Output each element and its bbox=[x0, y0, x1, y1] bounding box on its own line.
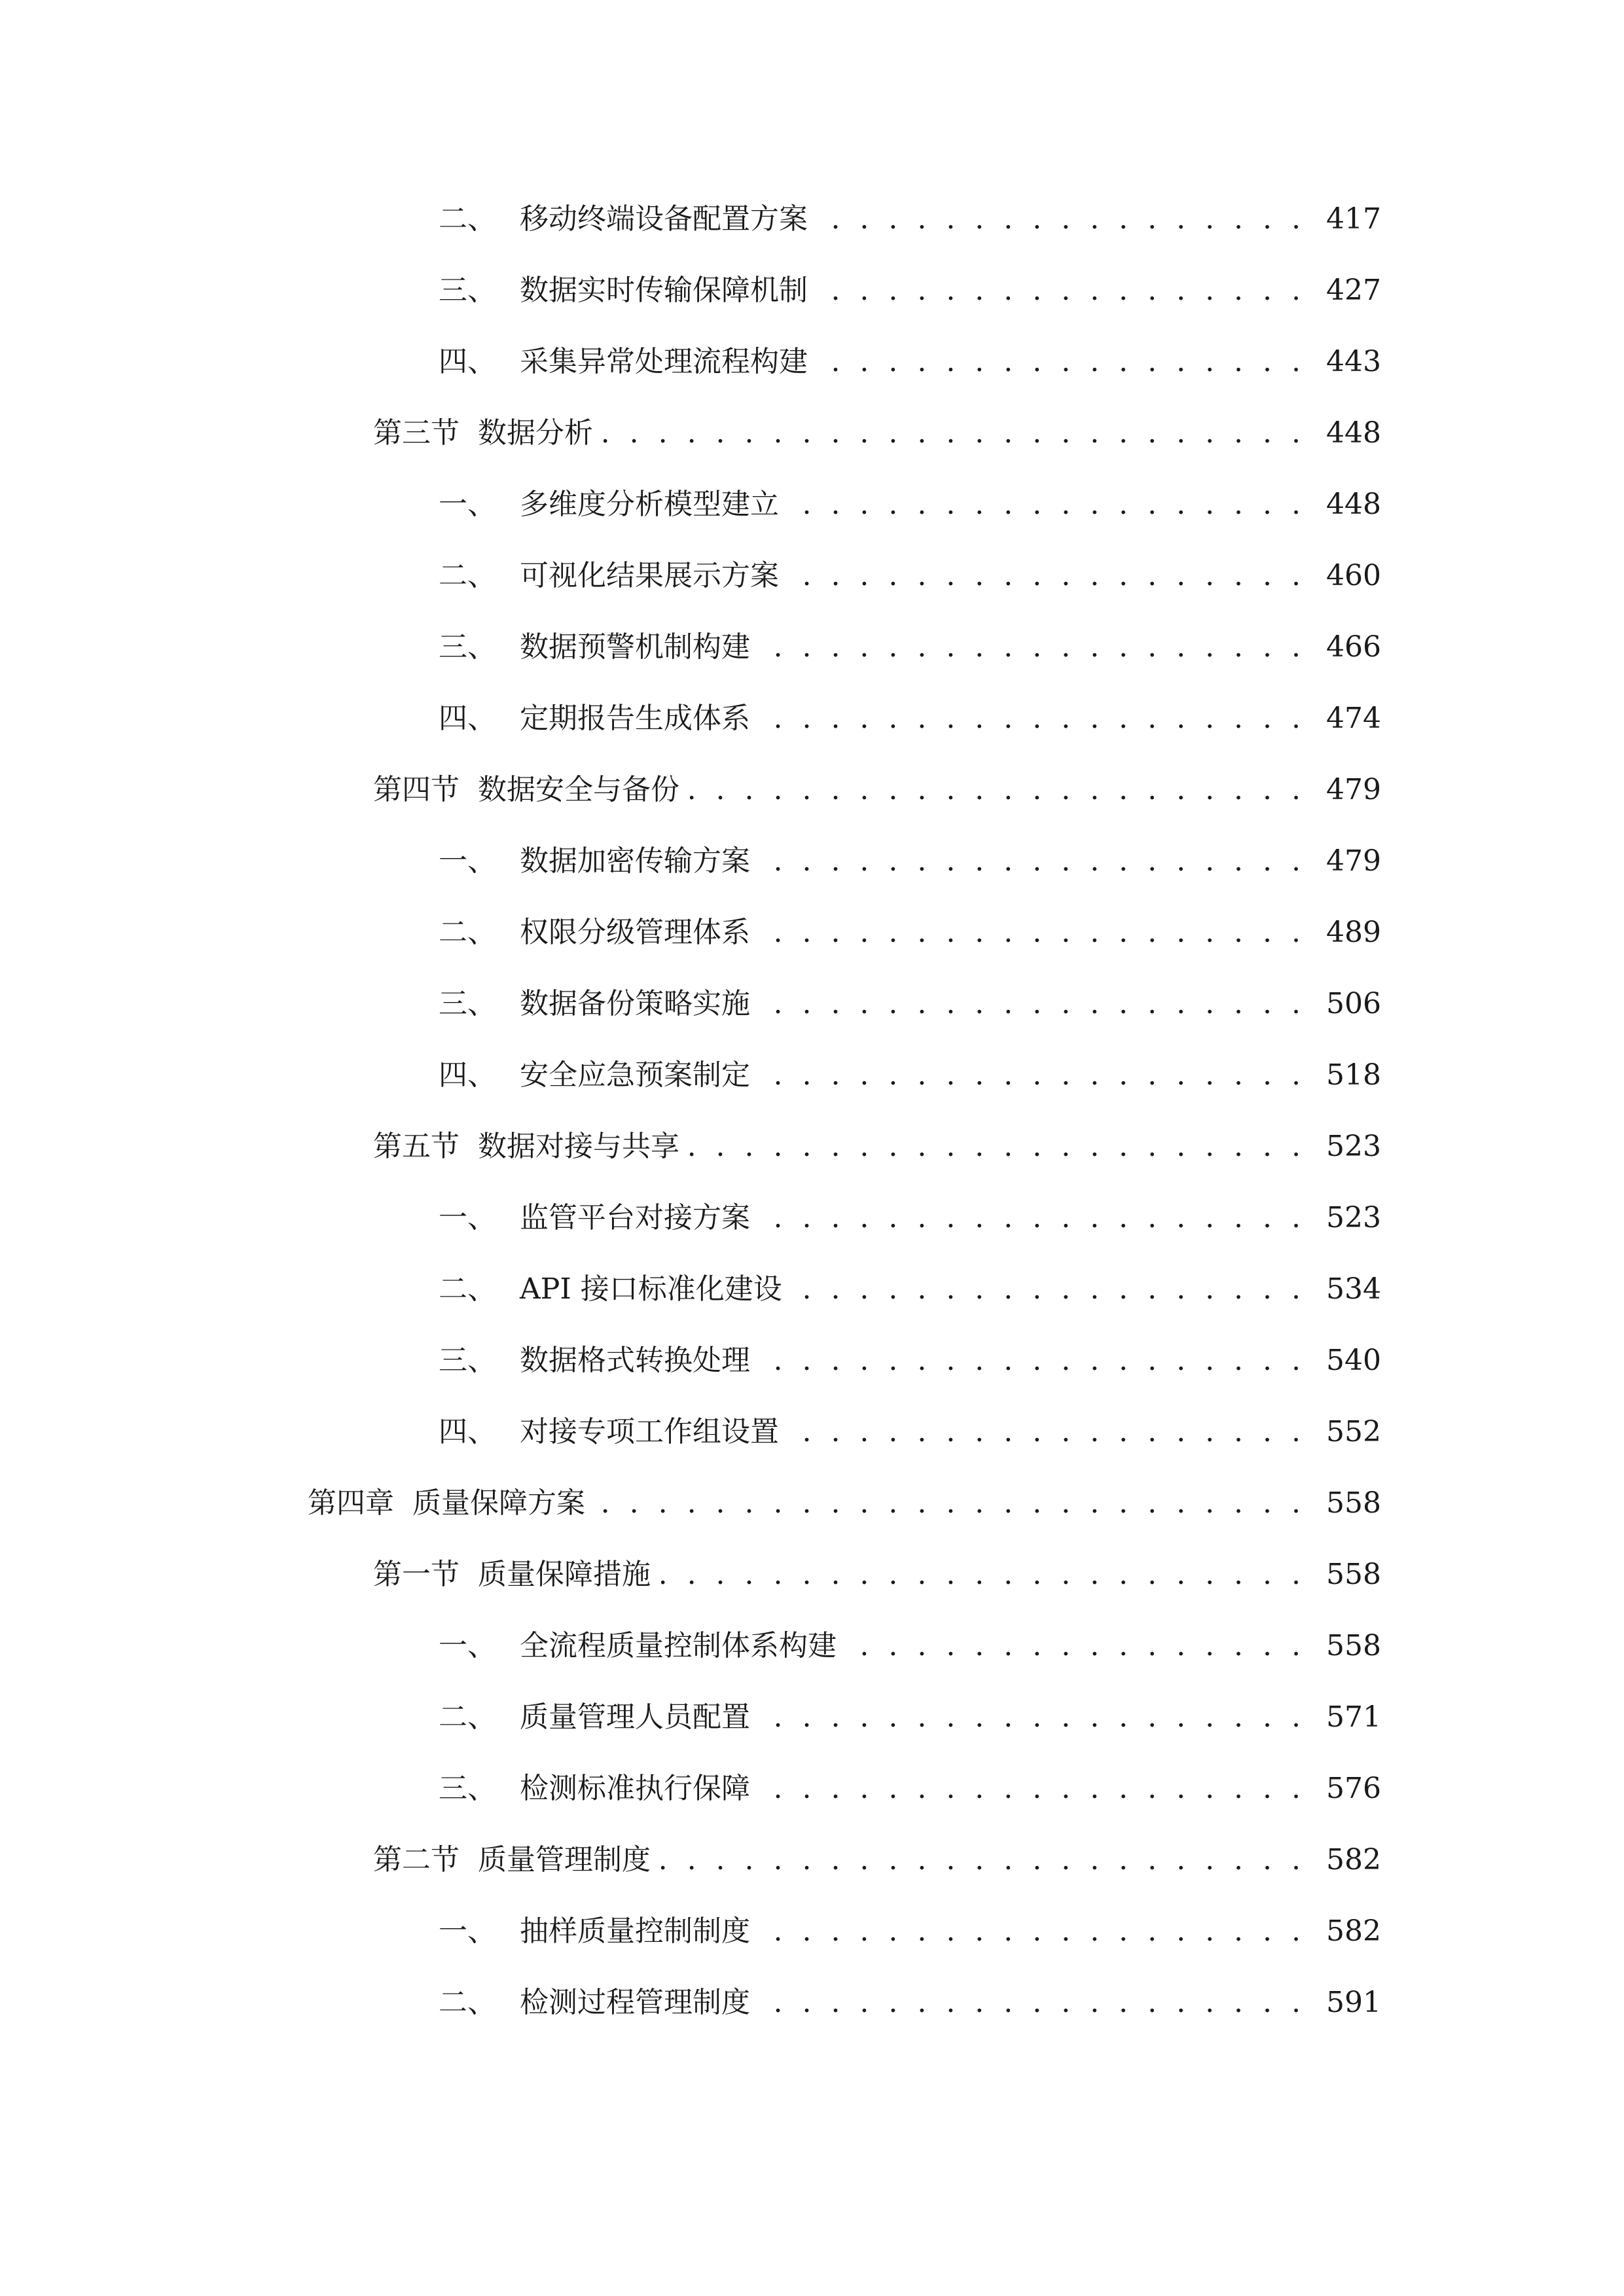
toc-entry-page-number: 552 bbox=[1326, 1415, 1381, 1448]
toc-entry-number: 三、 bbox=[439, 987, 496, 1020]
toc-dot-leader bbox=[818, 196, 1306, 242]
toc-dot-leader bbox=[761, 1766, 1306, 1812]
toc-entry-number: 第一节 bbox=[373, 1558, 460, 1591]
toc-entry-page-number: 582 bbox=[1326, 1914, 1381, 1948]
toc-entry-title: 检测标准执行保障 bbox=[520, 1772, 750, 1805]
toc-entry-number: 第五节 bbox=[373, 1130, 460, 1163]
toc-entry-title: 数据安全与备份 bbox=[478, 773, 679, 806]
toc-entry-number: 二、 bbox=[439, 202, 496, 236]
toc-dot-leader bbox=[761, 910, 1306, 956]
toc-entry-page-number: 506 bbox=[1326, 987, 1381, 1020]
toc-entry-number: 三、 bbox=[439, 274, 496, 307]
toc-entry[interactable] bbox=[0, 1195, 1624, 1241]
toc-entry-label bbox=[439, 696, 750, 742]
toc-entry[interactable] bbox=[0, 910, 1624, 956]
toc-dot-leader bbox=[847, 1623, 1306, 1669]
toc-entry[interactable] bbox=[0, 1552, 1624, 1598]
toc-entry-title: 数据备份策略实施 bbox=[520, 987, 750, 1020]
toc-dot-leader bbox=[761, 1195, 1306, 1241]
toc-dot-leader bbox=[789, 482, 1306, 528]
toc-entry-page-number: 443 bbox=[1326, 345, 1381, 378]
toc-entry-title: 数据加密传输方案 bbox=[520, 844, 750, 878]
toc-entry-page-number: 427 bbox=[1326, 274, 1381, 307]
toc-entry-label bbox=[439, 1623, 837, 1669]
toc-entry[interactable] bbox=[0, 1338, 1624, 1384]
toc-entry-number: 四、 bbox=[439, 702, 496, 735]
toc-entry[interactable] bbox=[0, 1409, 1624, 1455]
toc-entry-page-number: 591 bbox=[1326, 1986, 1381, 2019]
toc-entry[interactable] bbox=[0, 1266, 1624, 1312]
toc-entry-label bbox=[439, 624, 750, 670]
toc-entry-label bbox=[439, 553, 779, 599]
toc-entry-page-number: 558 bbox=[1326, 1486, 1381, 1520]
toc-entry-number: 三、 bbox=[439, 630, 496, 664]
toc-dot-leader bbox=[761, 696, 1306, 742]
toc-entry-label bbox=[439, 1266, 782, 1312]
toc-entry-page-number: 474 bbox=[1326, 702, 1381, 735]
toc-entry-title: 对接专项工作组设置 bbox=[520, 1415, 779, 1448]
toc-dot-leader bbox=[661, 1552, 1306, 1598]
toc-entry-label bbox=[439, 981, 750, 1027]
toc-entry-label bbox=[439, 339, 808, 385]
toc-entry-number: 三、 bbox=[439, 1772, 496, 1805]
toc-entry-page-number: 582 bbox=[1326, 1843, 1381, 1876]
toc-entry-title: 多维度分析模型建立 bbox=[520, 488, 779, 521]
toc-entry-label bbox=[439, 482, 779, 528]
toc-entry-label bbox=[439, 1766, 750, 1812]
toc-entry-number: 一、 bbox=[439, 1914, 496, 1948]
toc-entry[interactable] bbox=[0, 696, 1624, 742]
toc-entry-page-number: 534 bbox=[1326, 1272, 1381, 1306]
toc-entry[interactable] bbox=[0, 1124, 1624, 1170]
toc-entry[interactable] bbox=[0, 1052, 1624, 1098]
toc-entry-title: 数据预警机制构建 bbox=[520, 630, 750, 664]
toc-entry-page-number: 466 bbox=[1326, 630, 1381, 664]
toc-entry-number: 一、 bbox=[439, 1201, 496, 1234]
toc-entry-title: 检测过程管理制度 bbox=[520, 1986, 750, 2019]
toc-dot-leader bbox=[690, 767, 1306, 813]
toc-entry-number: 二、 bbox=[439, 916, 496, 949]
toc-entry-page-number: 460 bbox=[1326, 559, 1381, 592]
toc-entry-label bbox=[439, 268, 808, 314]
toc-dot-leader bbox=[793, 1266, 1306, 1312]
toc-entry[interactable] bbox=[0, 981, 1624, 1027]
toc-entry-title: 数据分析 bbox=[478, 416, 593, 450]
toc-entry-title: API 接口标准化建设 bbox=[520, 1272, 782, 1306]
toc-entry-number: 第四节 bbox=[373, 773, 460, 806]
toc-entry[interactable] bbox=[0, 553, 1624, 599]
toc-entry-number: 四、 bbox=[439, 1058, 496, 1092]
toc-entry-number: 第二节 bbox=[373, 1843, 460, 1876]
toc-entry-label bbox=[439, 1409, 779, 1455]
toc-entry-page-number: 518 bbox=[1326, 1058, 1381, 1092]
toc-entry[interactable] bbox=[0, 196, 1624, 242]
toc-entry-page-number: 558 bbox=[1326, 1629, 1381, 1662]
toc-entry-number: 二、 bbox=[439, 559, 496, 592]
toc-entry[interactable] bbox=[0, 268, 1624, 314]
toc-entry[interactable] bbox=[0, 767, 1624, 813]
toc-entry-page-number: 540 bbox=[1326, 1344, 1381, 1377]
toc-entry-number: 一、 bbox=[439, 488, 496, 521]
toc-entry-page-number: 576 bbox=[1326, 1772, 1381, 1805]
toc-entry-page-number: 571 bbox=[1326, 1700, 1381, 1734]
toc-entry[interactable] bbox=[0, 1909, 1624, 1954]
toc-entry-page-number: 523 bbox=[1326, 1201, 1381, 1234]
toc-entry-title: 质量保障方案 bbox=[412, 1486, 585, 1520]
toc-entry[interactable] bbox=[0, 1480, 1624, 1526]
toc-entry[interactable] bbox=[0, 1766, 1624, 1812]
toc-entry-page-number: 479 bbox=[1326, 773, 1381, 806]
toc-dot-leader bbox=[789, 1409, 1306, 1455]
toc-entry-label bbox=[439, 1338, 750, 1384]
toc-dot-leader bbox=[761, 981, 1306, 1027]
toc-entry[interactable] bbox=[0, 624, 1624, 670]
toc-entry-page-number: 523 bbox=[1326, 1130, 1381, 1163]
toc-entry-label bbox=[373, 1837, 651, 1883]
toc-entry-number: 第三节 bbox=[373, 416, 460, 450]
toc-dot-leader bbox=[596, 1480, 1306, 1526]
toc-entry-label bbox=[439, 196, 808, 242]
toc-entry-page-number: 448 bbox=[1326, 488, 1381, 521]
toc-entry-title: 数据格式转换处理 bbox=[520, 1344, 750, 1377]
toc-entry-title: 权限分级管理体系 bbox=[520, 916, 750, 949]
toc-entry-number: 四、 bbox=[439, 1415, 496, 1448]
toc-entry-label bbox=[373, 767, 679, 813]
toc-dot-leader bbox=[761, 1909, 1306, 1954]
toc-dot-leader bbox=[818, 339, 1306, 385]
toc-dot-leader bbox=[789, 553, 1306, 599]
toc-entry[interactable] bbox=[0, 339, 1624, 385]
toc-entry-title: 定期报告生成体系 bbox=[520, 702, 750, 735]
toc-entry-page-number: 448 bbox=[1326, 416, 1381, 450]
toc-entry-page-number: 479 bbox=[1326, 844, 1381, 878]
toc-entry-title: 数据实时传输保障机制 bbox=[520, 274, 808, 307]
toc-entry-label bbox=[439, 1909, 750, 1954]
toc-dot-leader bbox=[604, 410, 1306, 456]
toc-entry-label bbox=[439, 838, 750, 884]
toc-entry-label bbox=[439, 910, 750, 956]
toc-entry-title: 监管平台对接方案 bbox=[520, 1201, 750, 1234]
toc-entry-number: 三、 bbox=[439, 1344, 496, 1377]
toc-entry-page-number: 558 bbox=[1326, 1558, 1381, 1591]
toc-entry[interactable] bbox=[0, 838, 1624, 884]
toc-entry-title: 移动终端设备配置方案 bbox=[520, 202, 808, 236]
toc-entry-label bbox=[373, 1124, 679, 1170]
toc-dot-leader bbox=[761, 1052, 1306, 1098]
toc-entry[interactable] bbox=[0, 1695, 1624, 1740]
toc-entry-label bbox=[308, 1480, 585, 1526]
toc-entry-label bbox=[373, 410, 593, 456]
toc-dot-leader bbox=[690, 1124, 1306, 1170]
toc-entry-label bbox=[439, 1695, 750, 1740]
toc-dot-leader bbox=[761, 624, 1306, 670]
toc-entry-title: 质量管理制度 bbox=[478, 1843, 651, 1876]
toc-entry-label bbox=[439, 1980, 750, 2026]
toc-entry-number: 二、 bbox=[439, 1986, 496, 2019]
toc-entry-title: 抽样质量控制制度 bbox=[520, 1914, 750, 1948]
toc-entry-title: 安全应急预案制定 bbox=[520, 1058, 750, 1092]
toc-entry-number: 第四章 bbox=[308, 1486, 394, 1520]
toc-entry-number: 二、 bbox=[439, 1700, 496, 1734]
toc-dot-leader bbox=[761, 838, 1306, 884]
toc-entry[interactable] bbox=[0, 1837, 1624, 1883]
toc-entry-label bbox=[373, 1552, 651, 1598]
toc-entry-page-number: 489 bbox=[1326, 916, 1381, 949]
toc-entry-title: 全流程质量控制体系构建 bbox=[520, 1629, 837, 1662]
toc-dot-leader bbox=[761, 1980, 1306, 2026]
toc-entry[interactable] bbox=[0, 1623, 1624, 1669]
toc-entry-number: 二、 bbox=[439, 1272, 496, 1306]
toc-dot-leader bbox=[761, 1338, 1306, 1384]
toc-entry[interactable] bbox=[0, 410, 1624, 456]
toc-entry[interactable] bbox=[0, 1980, 1624, 2026]
toc-entry-page-number: 417 bbox=[1326, 202, 1381, 236]
toc-entry-number: 一、 bbox=[439, 1629, 496, 1662]
toc-dot-leader bbox=[761, 1695, 1306, 1740]
toc-dot-leader bbox=[661, 1837, 1306, 1883]
toc-entry-label bbox=[439, 1195, 750, 1241]
toc-entry-title: 质量保障措施 bbox=[478, 1558, 651, 1591]
toc-entry-title: 可视化结果展示方案 bbox=[520, 559, 779, 592]
toc-entry-number: 一、 bbox=[439, 844, 496, 878]
toc-entry[interactable] bbox=[0, 482, 1624, 528]
toc-entry-title: 质量管理人员配置 bbox=[520, 1700, 750, 1734]
toc-entry-label bbox=[439, 1052, 750, 1098]
toc-dot-leader bbox=[818, 268, 1306, 314]
toc-entry-title: 采集异常处理流程构建 bbox=[520, 345, 808, 378]
toc-entry-title: 数据对接与共享 bbox=[478, 1130, 679, 1163]
toc-entry-number: 四、 bbox=[439, 345, 496, 378]
